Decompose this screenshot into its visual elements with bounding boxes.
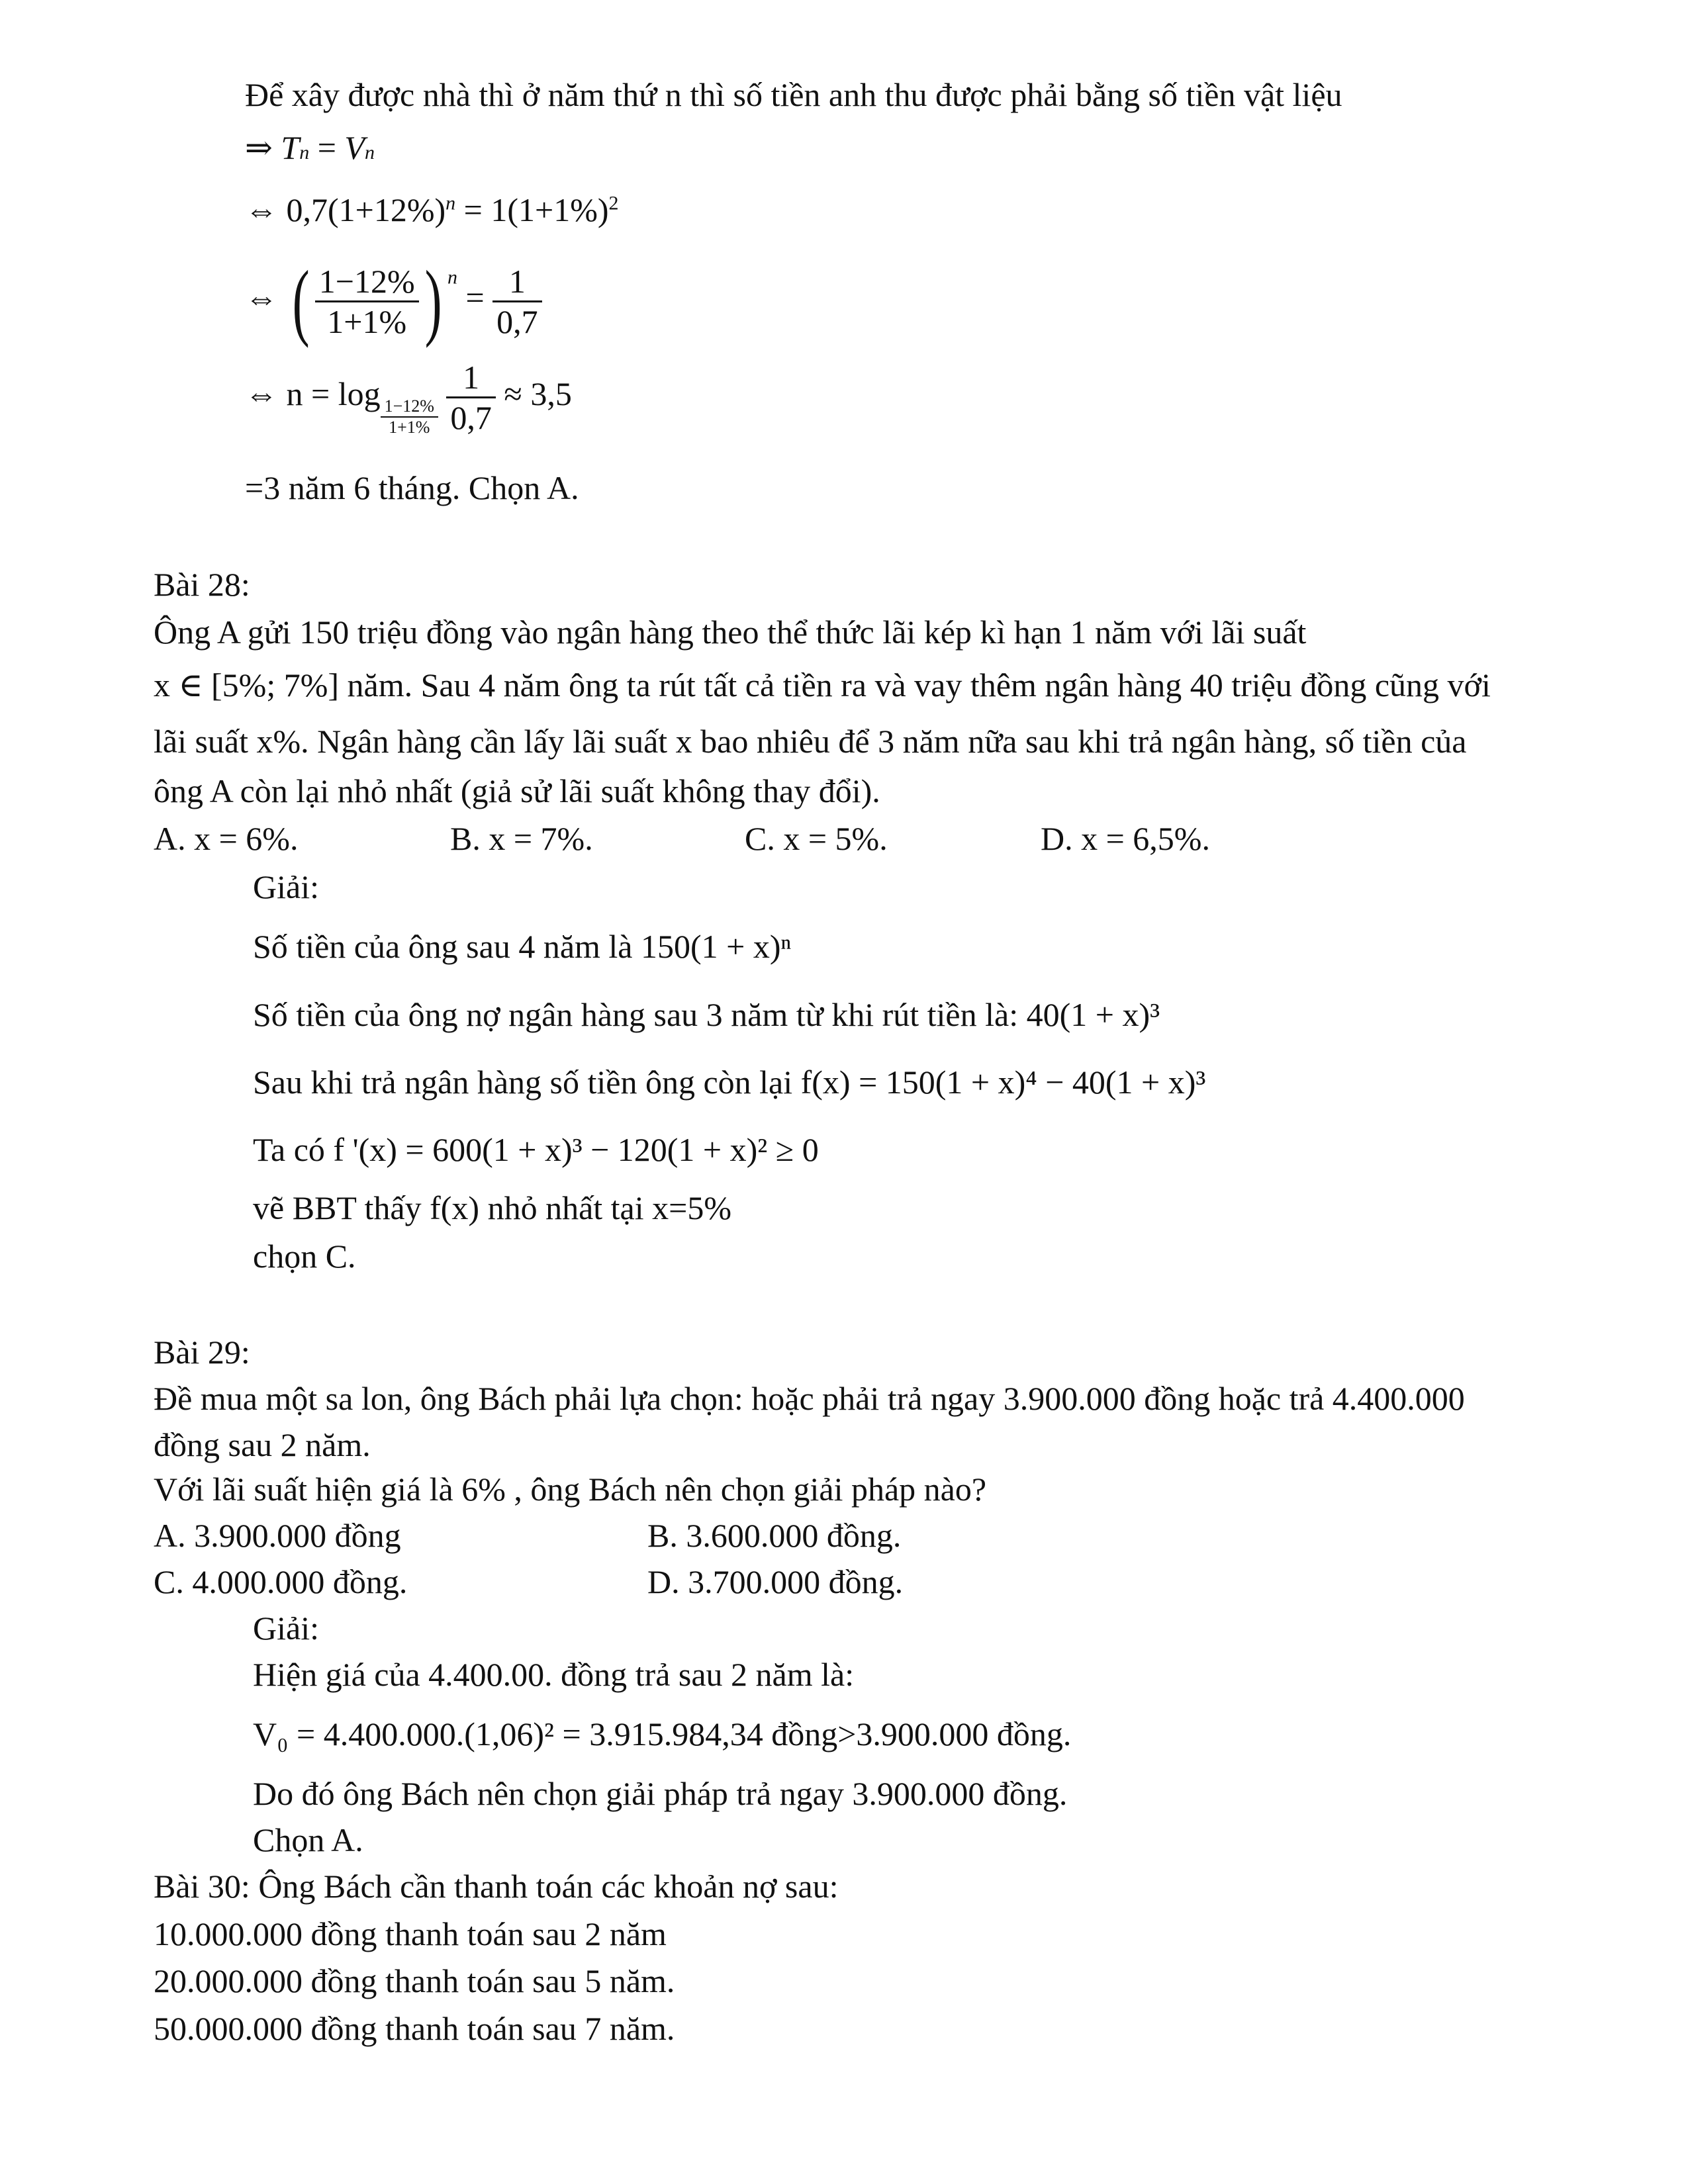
left-paren: ( [292,253,310,349]
bai29-option-b: B. 3.600.000 đồng. [647,1517,902,1554]
eq1-eq: = [309,129,345,166]
sol27-intro: Để xây được nhà thì ở năm thứ n thì số tiền anh thu được phải bằng số tiền vật liệu [245,76,1342,113]
eq4-approx: ≈ 3,5 [495,375,572,412]
bai29-solution-2: V₀ = 4.400.000.(1,06)² = 3.915.984,34 đồng>3.900.000 đồng. [253,1715,1072,1752]
bai30-line-3: 20.000.000 đồng thanh toán sau 5 năm. [154,1962,675,1999]
bai29-solution-4: Chọn A. [253,1821,363,1858]
bai29-title: Bài 29: [154,1334,250,1371]
log-base-num: 1−12% [384,396,434,416]
eq1-rhs-sub: n [364,142,375,163]
eq1-rhs: V [344,129,365,166]
eq3-den: 1+1% [327,302,407,340]
sol27-conclusion: =3 năm 6 tháng. Chọn A. [245,469,579,506]
fraction-bar [446,396,496,398]
bai29-option-a: A. 3.900.000 đồng [154,1517,401,1554]
eq2-text2: = 1(1+1%) [455,191,609,228]
equiv-arrow: ⇔ [245,191,278,228]
bai29-solution-3: Do đó ông Bách nên chọn giải pháp trả ngay 3.900.000 đồng. [253,1775,1068,1812]
bai29-solution-label: Giải: [253,1610,319,1647]
eq3-exp: n [447,266,457,289]
eq2-exp1: n [445,192,456,214]
eq3-rnum: 1 [508,262,526,300]
eq2-exp2: 2 [608,192,619,214]
bai28-line-1: Ông A gửi 150 triệu đồng vào ngân hàng theo thể thức lãi kép kì hạn 1 năm với lãi suất [154,614,1307,651]
log-base-den: 1+1% [389,417,430,437]
bai28-solution-4: Ta có f '(x) = 600(1 + x)³ − 120(1 + x)² ≥ 0 [253,1131,819,1168]
bai28-solution-5: vẽ BBT thấy f(x) nhỏ nhất tại x=5% [253,1189,731,1226]
eq3-rhs-fraction [492,262,542,340]
eq1-lhs-sub: n [299,142,310,163]
bai29-line-2: đồng sau 2 năm. [154,1426,371,1463]
eq3-rden: 0,7 [496,302,538,340]
bai30-line-4: 50.000.000 đồng thanh toán sau 7 năm. [154,2010,675,2047]
fraction-bar [492,300,542,302]
eq4-text: n = log [278,375,381,412]
bai28-solution-3: Sau khi trả ngân hàng số tiền ông còn lại f(x) = 150(1 + x)⁴ − 40(1 + x)³ [253,1064,1206,1101]
bai28-option-d: D. x = 6,5%. [1041,820,1210,857]
bai28-solution-1: Số tiền của ông sau 4 năm là 150(1 + x)ⁿ [253,928,792,965]
bai28-option-a: A. x = 6%. [154,820,299,857]
bai28-option-c: C. x = 5%. [745,820,888,857]
bai29-line-3: Với lãi suất hiện giá là 6% , ông Bách nên chọn giải pháp nào? [154,1471,987,1508]
bai28-solution-6: chọn C. [253,1238,356,1275]
eq4-den: 0,7 [450,399,492,436]
sol27-eq2 [245,193,619,226]
bai28-option-b: B. x = 7%. [450,820,593,857]
bai29-solution-1: Hiện giá của 4.400.00. đồng trả sau 2 năm là: [253,1656,855,1693]
log-base-fraction [381,398,438,436]
eq3-num: 1−12% [318,262,415,300]
eq1-lhs: T [281,129,300,166]
bai28-solution-2: Số tiền của ông nợ ngân hàng sau 3 năm từ khi rút tiền là: 40(1 + x)³ [253,996,1160,1033]
bai28-line-3: lãi suất x%. Ngân hàng cần lấy lãi suất x bao nhiêu để 3 năm nữa sau khi trả ngân hàng, số tiền của [154,723,1467,760]
eq2-text: 0,7(1+12%) [278,191,446,228]
bai28-line-2: x ∈ [5%; 7%] năm. Sau 4 năm ông ta rút tất cả tiền ra và vay thêm ngân hàng 40 triệu đồng cũng với [154,666,1491,704]
bai28-title: Bài 28: [154,566,250,603]
fraction-bar [315,300,419,302]
eq4-num: 1 [463,359,480,396]
sol27-eq4 [245,361,572,436]
bai30-line-2: 10.000.000 đồng thanh toán sau 2 năm [154,1915,667,1952]
sol27-eq3 [245,253,542,349]
bai29-option-c: C. 4.000.000 đồng. [154,1563,408,1600]
eq3-fraction [315,262,419,340]
bai29-option-d: D. 3.700.000 đồng. [647,1563,904,1600]
eq3-eq: = [457,279,493,316]
equiv-arrow: ⇔ [245,279,278,316]
equiv-arrow: ⇔ [245,375,278,412]
bai30-line-1: Bài 30: Ông Bách cần thanh toán các khoản nợ sau: [154,1868,839,1905]
implies-arrow: ⇒ [245,129,273,166]
sol27-eq1 [245,131,375,164]
right-paren: ) [424,253,442,349]
bai28-line-4: ông A còn lại nhỏ nhất (giả sử lãi suất không thay đổi). [154,772,880,809]
bai28-solution-label: Giải: [253,868,319,905]
eq4-fraction [446,361,496,434]
bai29-line-1: Đề mua một sa lon, ông Bách phải lựa chọn: hoặc phải trả ngay 3.900.000 đồng hoặc trả 4.400.000 [154,1380,1465,1417]
